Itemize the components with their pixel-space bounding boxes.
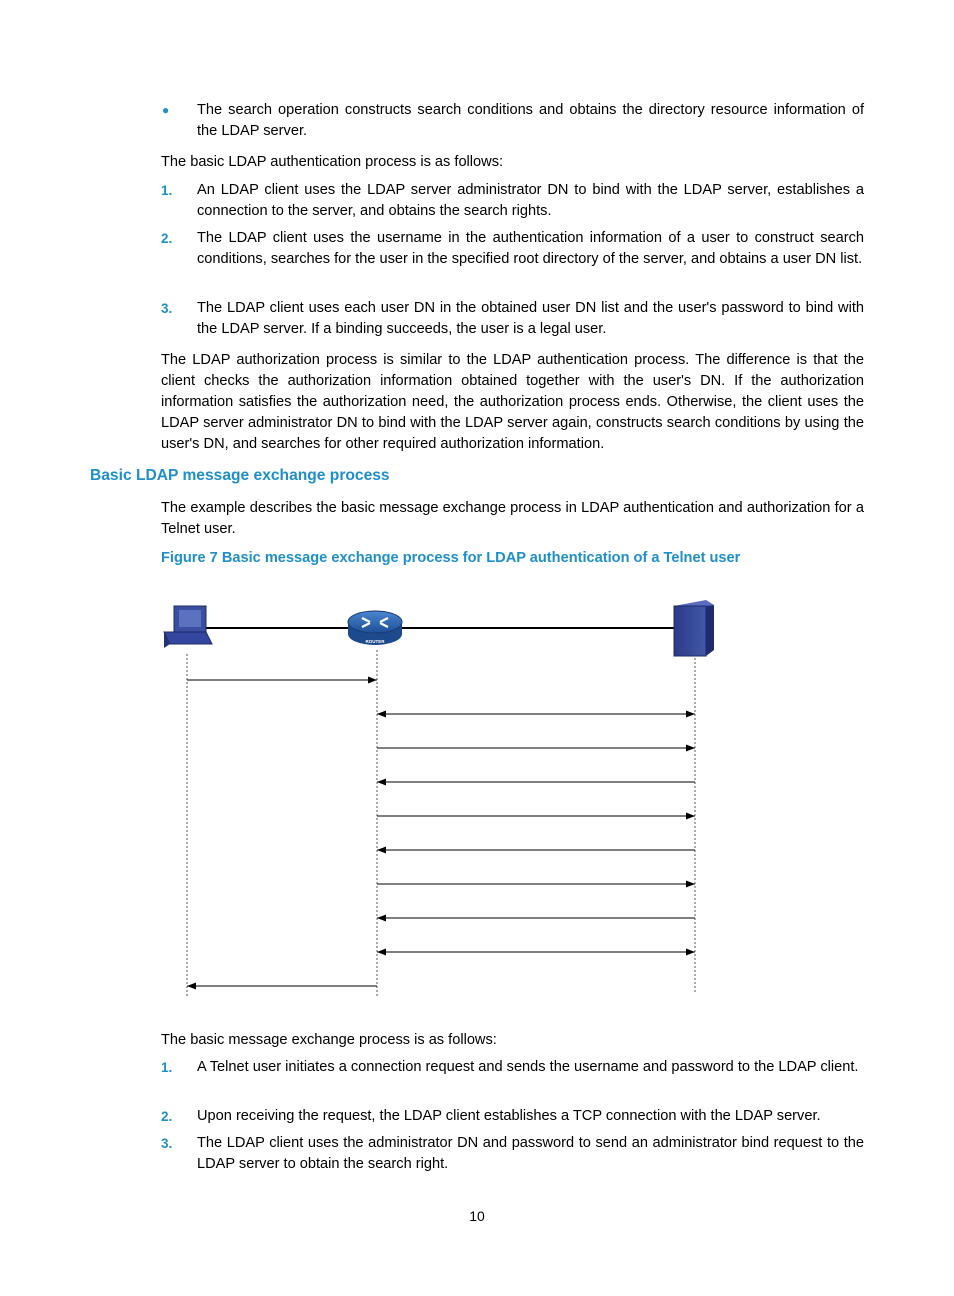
step-text: Upon receiving the request, the LDAP client establishes a TCP connection with the LDAP server.: [197, 1108, 821, 1124]
arrowhead: [377, 949, 386, 956]
message-arrow-2: [377, 711, 695, 718]
arrowhead: [368, 677, 377, 684]
ldap-server-icon: [674, 600, 714, 656]
step-text: A Telnet user initiates a connection request and sends the username and password to the LDAP client.: [197, 1059, 859, 1075]
step-number: 1.: [161, 183, 173, 198]
telnet-user-pc-icon: [164, 606, 212, 648]
message-arrow-7: [377, 881, 695, 888]
authorization-paragraph: The LDAP authorization process is similar to the LDAP authentication process. The difference is that the client checks the authorization information obtained together with the user's DN. If the authorization information satisfies the authorization need, the authorization process ends. Otherwise, the client uses the LDAP server administrator DN to bind with the LDAP server again, constructs search conditions by using the user's DN, and searches for other required authorization information.: [161, 352, 864, 452]
intro-bullet-item: [161, 100, 864, 142]
message-arrow-5: [377, 813, 695, 820]
step-text: The LDAP client uses the administrator DN and password to send an administrator bind request to the LDAP server to obtain the search right.: [197, 1135, 864, 1172]
step-number: 2.: [161, 1109, 173, 1124]
arrowhead: [187, 983, 196, 990]
message-arrow-1: [187, 677, 377, 684]
section-heading: Basic LDAP message exchange process: [90, 467, 390, 484]
message-arrow-3: [377, 745, 695, 752]
arrowhead: [377, 847, 386, 854]
arrowhead: [686, 745, 695, 752]
arrowhead: [377, 779, 386, 786]
arrowhead: [686, 813, 695, 820]
message-arrow-6: [377, 847, 695, 854]
section-intro: The example describes the basic message exchange process in LDAP authentication and authorization for a Telnet user.: [161, 500, 864, 537]
arrowhead: [686, 711, 695, 718]
auth-step-2: [161, 228, 864, 270]
intro-bullet-text: The search operation constructs search conditions and obtains the directory resource information of the LDAP server.: [197, 102, 864, 139]
step-number: 3.: [161, 1136, 173, 1151]
ldap-sequence-diagram: [150, 592, 730, 1002]
step-text: An LDAP client uses the LDAP server administrator DN to bind with the LDAP server, establishes a connection to the server, and obtains the search rights.: [197, 182, 864, 219]
figure-caption: Figure 7 Basic message exchange process for LDAP authentication of a Telnet user: [161, 550, 741, 566]
message-arrow-10: [187, 983, 377, 990]
arrowhead: [377, 711, 386, 718]
arrowhead: [377, 915, 386, 922]
router-icon: [348, 611, 402, 645]
step-text: The LDAP client uses the username in the authentication information of a user to construct search conditions, searches for the user in the specified root directory of the server, and obtains a user DN list.: [197, 230, 864, 267]
arrowhead: [686, 881, 695, 888]
exchange-step-1: [161, 1057, 864, 1078]
exchange-step-3: [161, 1133, 864, 1175]
auth-step-1: [161, 180, 864, 222]
auth-intro: The basic LDAP authentication process is as follows:: [161, 154, 504, 170]
step-text: The LDAP client uses each user DN in the obtained user DN list and the user's password to bind with the LDAP server. If a binding succeeds, the user is a legal user.: [197, 300, 864, 337]
bullet-dot-icon: ●: [162, 103, 170, 117]
step-number: 1.: [161, 1060, 173, 1075]
page-number: 10: [469, 1208, 485, 1224]
message-arrow-9: [377, 949, 695, 956]
router-label: ROUTER: [365, 639, 385, 644]
exchange-step-2: [161, 1106, 864, 1127]
message-arrows: [187, 677, 695, 990]
message-arrow-4: [377, 779, 695, 786]
exchange-intro: The basic message exchange process is as follows:: [161, 1032, 497, 1048]
step-number: 2.: [161, 231, 173, 246]
message-arrow-8: [377, 915, 695, 922]
step-number: 3.: [161, 301, 173, 316]
auth-step-3: [161, 298, 864, 340]
arrowhead: [686, 949, 695, 956]
